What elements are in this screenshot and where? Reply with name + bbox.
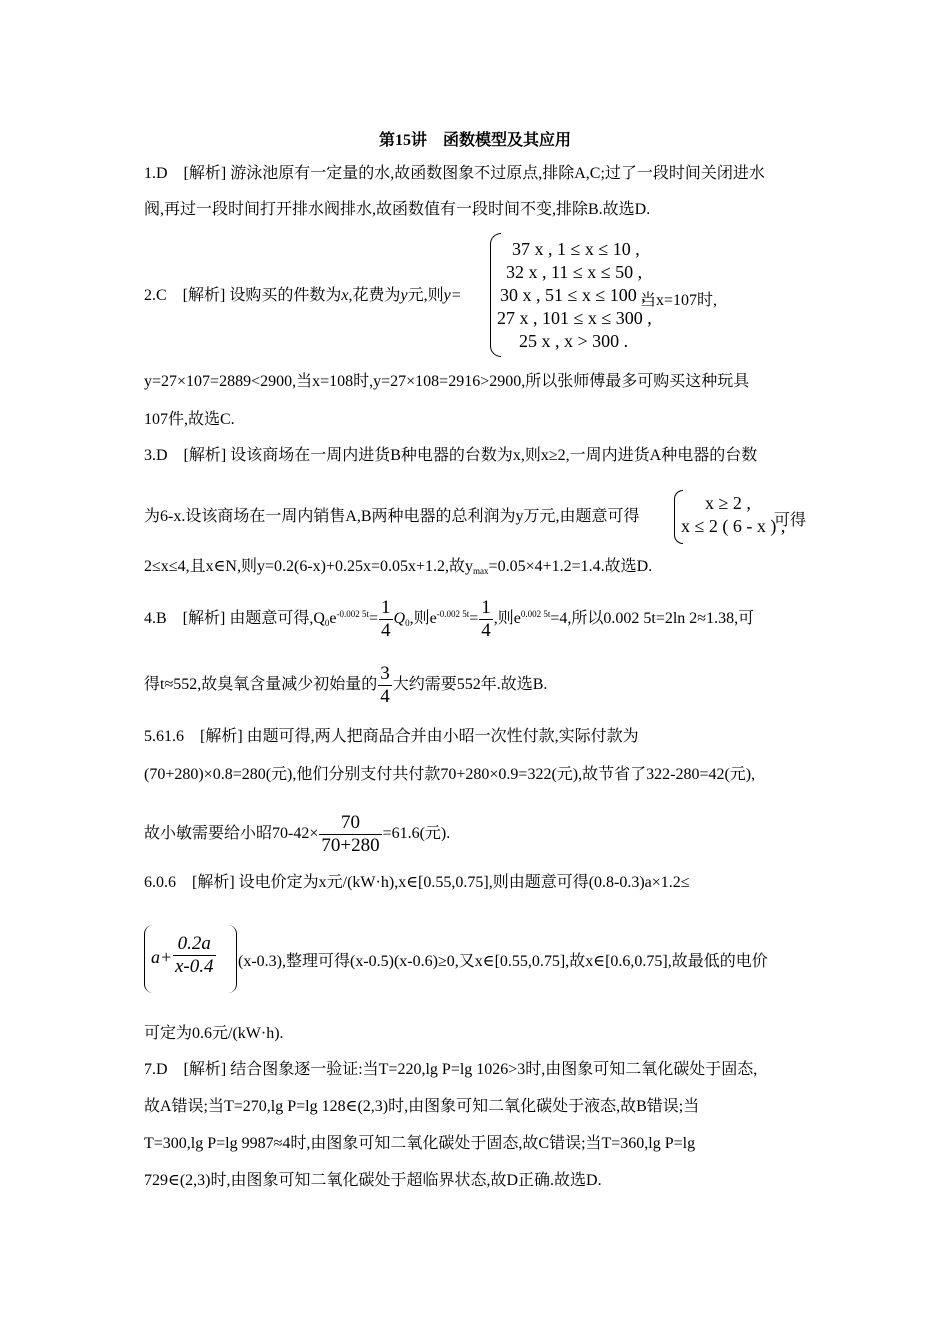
q1-line-2: 阀,再过一段时间打开排水阀排水,故函数值有一段时间不变,排除B.故选D. (144, 201, 651, 218)
q3-l3a: 2≤x≤4,且x∈N,则y=0.2(6-x)+0.25x=0.05x+1.2,故y (144, 558, 474, 575)
q3-sub-max: max (473, 566, 489, 576)
q4-l2a: 得t≈552,故臭氧含量减少初始量的 (144, 676, 378, 694)
q4-sub0: 0 (324, 618, 330, 628)
q2-yeq: y= (443, 287, 462, 304)
q4-e: e (329, 610, 337, 627)
q4-then: ,则e (409, 610, 437, 627)
q2-text: 2.C [解析] 设购买的件数为 (144, 287, 342, 304)
q2-var-x: x (341, 287, 349, 304)
q4-then2: ,则e (493, 610, 521, 627)
q4-frac-2 (479, 597, 493, 642)
q5-line-1: 5.61.6 [解析] 由题可得,两人把商品合并由小昭一次性付款,实际付款为 (144, 728, 639, 745)
q3-case-1: x ≥ 2 , (705, 493, 751, 513)
q6-frac-num: 0.2a (173, 933, 216, 956)
q1-line-1: 1.D [解析] 游泳池原有一定量的水,故函数图象不过原点,排除A,C;过了一段时间关闭进水 (144, 165, 765, 182)
q6-a-plus (151, 947, 172, 968)
q6-paren-right (228, 925, 237, 993)
q7-line-4: 729∈(2,3)时,由图象可知二氧化碳处于超临界状态,故D正确.故选D. (144, 1172, 602, 1189)
q4-exp-b: -0.002 5t (436, 609, 470, 619)
q4-eq: = (369, 610, 379, 627)
q4-sub0b: 0 (405, 618, 410, 628)
q2-case-4: 27 x , 101 ≤ x ≤ 300 , (497, 308, 652, 328)
q3-line-1: 3.D [解析] 设该商场在一周内进货B种电器的台数为x,则x≥2,一周内进货A种电器的台数 (144, 447, 758, 464)
q3-line-2: 为6-x.设该商场在一周内销售A,B两种电器的总利润为y万元,由题意可得 (144, 508, 640, 525)
q4-l2b: 大约需要552年.故选B. (392, 676, 548, 694)
q7-line-3: T=300,lg P=lg 9987≈4时,由图象可知二氧化碳处于固态,故C错误;当T=360,lg P=lg (144, 1135, 696, 1152)
q2-line-1 (144, 286, 462, 306)
q2-case-2: 32 x , 11 ≤ x ≤ 50 , (506, 262, 643, 282)
q4-eq-b: = (469, 610, 479, 627)
q6-a: a+ (151, 947, 173, 967)
q4-q0: Q (393, 610, 406, 627)
q2-case-5: 25 x , x > 300 . (519, 331, 629, 351)
q5-l3b: =61.6(元). (382, 825, 451, 843)
q3-line-3 (144, 557, 652, 581)
q3-case-2: x ≤ 2 ( 6 - x ) , (681, 516, 786, 536)
q3-l3b: =0.05×4+1.2=1.4.故选D. (488, 558, 653, 575)
q5-frac (319, 812, 381, 857)
q6-line-3: 可定为0.6元/(kW·h). (144, 1025, 284, 1042)
q6-frac (172, 933, 217, 978)
q4-line-2 (144, 663, 547, 708)
q6-line-1: 6.0.6 [解析] 设电价定为x元/(kW·h),x∈[0.55,0.75],则由题意可得(0.8-0.3)a×1.2≤ (144, 874, 690, 891)
q5-l3a: 故小敏需要给小昭70-42× (144, 825, 319, 843)
q4-frac-1 (379, 597, 393, 642)
q2-text-2: ,花费为 (348, 287, 401, 304)
q5-frac-num: 70 (319, 812, 381, 835)
q5-line-3 (144, 812, 450, 857)
q2-text-3: 元,则 (407, 287, 444, 304)
q2-line-4: 107件,故选C. (144, 411, 235, 428)
q4-frac-3-den: 4 (380, 686, 390, 707)
q4-frac-3 (378, 663, 392, 708)
q4-frac-1-den: 4 (381, 619, 391, 641)
q4-frac-3-num: 3 (380, 663, 390, 684)
q7-line-2: 故A错误;当T=270,lg P=lg 128∈(2,3)时,由图象可知二氧化碳处于液态,故B错误;当 (144, 1098, 700, 1115)
q4-frac-1-num: 1 (381, 596, 391, 618)
q3-post: 可得 (774, 512, 807, 529)
q6-line-2: (x-0.3),整理可得(x-0.5)(x-0.6)≥0,又x∈[0.55,0.75],故x∈[0.6,0.75],故最低的电价 (238, 953, 768, 970)
q4-frac-2-den: 4 (481, 619, 491, 641)
q2-case-1: 37 x , 1 ≤ x ≤ 10 , (512, 239, 640, 259)
q4-a: 4.B [解析] 由题意可得,Q (144, 610, 325, 627)
q2-var-y: y (400, 287, 408, 304)
page-title: 第15讲 函数模型及其应用 (378, 132, 571, 149)
q4-exp: -0.002 5t (336, 609, 369, 619)
q2-case-3: 30 x , 51 ≤ x ≤ 100 , (500, 285, 646, 305)
q2-line-3: y=27×107=2889<2900,当x=108时,y=27×108=2916>2900,所以张师傅最多可购买这种玩具 (144, 373, 750, 390)
q4-line-1 (144, 592, 754, 645)
q5-frac-den: 70+280 (321, 835, 380, 856)
q2-post: 当x=107时, (640, 292, 718, 309)
q6-frac-den: x-0.4 (175, 956, 214, 977)
q7-line-1: 7.D [解析] 结合图象逐一验证:当T=220,lg P=lg 1026>3时,由图象可知二氧化碳处于固态, (144, 1061, 758, 1078)
q4-tail: =4,所以0.002 5t=2ln 2≈1.38,可 (550, 610, 755, 627)
q4-exp2: 0.002 5t (520, 609, 551, 619)
q5-line-2: (70+280)×0.8=280(元),他们分别支付共付款70+280×0.9=322(元),故节省了322-280=42(元), (144, 766, 756, 783)
q4-frac-2-num: 1 (481, 596, 491, 618)
q6-frac-inner (173, 933, 216, 978)
